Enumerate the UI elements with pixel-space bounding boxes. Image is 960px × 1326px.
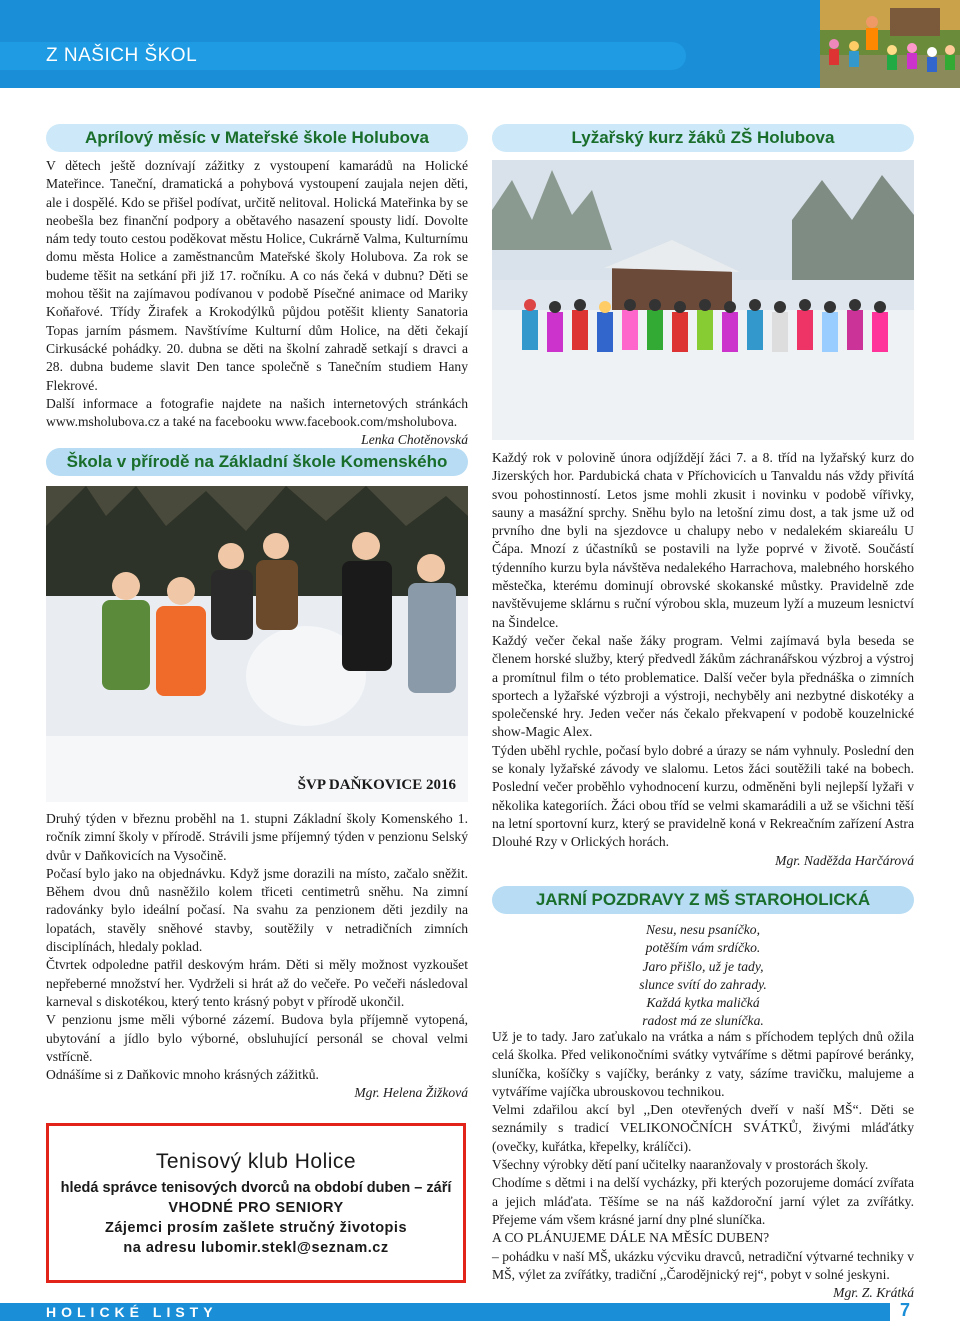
article1-paragraph-1: V dětech ještě doznívají zážitky z vystoupení kamarádů na Holické Mateřince. Taneční, dramatická a pohybová vystoupení zaujala nejen děti, ale i dospělé. Kdo se přišel podívat, určitě nelitoval. Holická Mateřinka by se neobešla bez finanční podpory a obětavého nasazení spousty lidí. Dovolte nám tedy touto cestou poděkovat městu Holice, Cukrárně Valma, Kulturnímu domu města Holice a zaměstnancům Mateřské školy Holubova. Za rok se budeme těšit na setkání při již 17. ročníku. A co nás čeká v dubnu? Děti se mohou těšit na zajímavou podívanou v podobě Písečné animace od Mariky Koňařové. Třídy Žirafek a Krokodýlků půjdou potěšit klienty Sanatoria Topas jarním pásmem. Navštívíme Kulturní dům Holice, na děti čekají Cirkusácké pohádky. 20. dubna se děti na školní zahradě setkají s dravci a 28. dubna budeme slavit Den tance společně s Tanečním studiem Hany Flekrové. (46, 158, 468, 393)
article1-signature: Lenka Chotěnovská (361, 432, 468, 448)
magazine-name: HOLICKÉ LISTY (46, 1304, 218, 1320)
ad-line-4: na adresu lubomir.stekl@seznam.cz (123, 1240, 389, 1256)
article3-signature: Mgr. Naděžda Harčárová (775, 852, 914, 868)
article4-paragraph-2: Velmi zdařilou akcí byl ,,Den otevřených dveří v naší MŠ“. Děti se seznámily s tradicí VELIKONOČNÍCH SVÁTKŮ, živými mláďátky (ovečky, kuřátka, křepelky, králíčci). (492, 1102, 914, 1154)
article2-signature: Mgr. Helena Žižková (354, 1085, 468, 1101)
photo-stamp: ŠVP DAŇKOVICE 2016 (297, 777, 456, 793)
article1-heading: Aprílový měsíc v Mateřské škole Holubova (46, 124, 468, 152)
footer-band (0, 1303, 890, 1321)
poem-line-3: Jaro přišlo, už je tady, (642, 958, 764, 974)
poem-line-2: potěším vám srdíčko. (645, 940, 761, 956)
poem-line-1: Nesu, nesu psaníčko, (645, 922, 761, 937)
ad-title: Tenisový klub Holice (155, 1150, 357, 1173)
poem-line-6: radost má ze sluníčka. (642, 1013, 764, 1029)
article4-paragraph-5: A CO PLÁNUJEME DÁLE NA MĚSÍC DUBEN? (492, 1230, 770, 1246)
page-number: 7 (900, 1300, 911, 1320)
article4-body (492, 1028, 914, 1302)
article2-body (46, 810, 468, 1103)
ad-line-1: hledá správce tenisových dvorců na období duben – září (60, 1180, 452, 1196)
article1-body (46, 157, 468, 450)
ski-course-photo (492, 160, 914, 440)
article2-paragraph-5: Odnášíme si z Daňkovic mnoho krásných zážitků. (46, 1067, 319, 1083)
spring-poem (492, 921, 914, 1031)
article2-paragraph-3: Čtvrtek odpoledne patřil deskovým hrám. Děti si měly možnost vyzkoušet nepřeberné množství her. Vydrželi si hrát až do večeře. Po večeři následoval karneval s diskotékou, který tento krásný pobyt v přírodě ukončil. (46, 957, 468, 1009)
snowman-children-photo (46, 486, 468, 802)
article4-paragraph-1: Už je to tady. Jaro zaťukalo na vrátka a nám s příchodem teplých dnů ožila celá školka. Před velikonočními svátky vytváříme s dětmi papírové beránky, sluníčka, košíčky s vajíčky, beránky z vaty, sázíme travičku, malujeme a vytváříme vajíčka ubrouskovou technikou. (492, 1029, 914, 1099)
article2-paragraph-2: Počasí bylo jako na objednávku. Když jsme dorazili na místo, začalo sněžit. Během dvou dnů nasněžilo kolem třiceti centimetrů sněhu. Na zimní radovánky bylo ideální počasí. Na svahu za penzionem děti jezdily na lopatách, stavěly sněhové stavby, soutěžily v netradičních zimních disciplínách, hledaly poklad. (46, 865, 468, 955)
article3-paragraph-1: Každý rok v polovině února odjíždějí žáci 7. a 8. tříd na lyžařský kurz do Jizerských hor. Pardubická chata v Příchovicích u Tanvaldu nás vždy přivítá svou pohostinností. Letos jsme mohli zkusit i novinku v podobě vířivky, sauny a masážní sprchy. Sněhu bylo na letošní zimu dost, a tak jsme už od prvního dne byli na sjezdovce u chalupy nebo v nedalekém skiareálu U Čápa. Mnozí z účastníků se postavili na lyže poprvé v životě. Součástí týdenního kurzu byla návštěva nedalekého Harrachova, malebného horského městečka, kterému dominují obrovské skokanské můstky. Pravidelně zde navštěvujeme sklárnu s ruční výrobou skla, muzeum lyží a muzeum lesnictví na Šindelce. (492, 450, 914, 630)
article4-signature: Mgr. Z. Krátká (833, 1285, 914, 1301)
article4-last-paragraph (492, 1248, 914, 1301)
article4-paragraph-4: Chodíme s dětmi i na delší vycházky, při kterých pozorujeme domácí zvířata a jejich mláďata. Těšíme se na náš každoroční jarní výlet za zvířátky. Přejeme vám všem krásné jarní dny plné sluníčka. (492, 1175, 914, 1227)
poem-line-5: Každá kytka maličká (646, 995, 760, 1011)
article3-body (492, 449, 914, 870)
article3-paragraph-3: Týden uběhl rychle, počasí bylo dobré a úrazy se nám vyhnuly. Poslední den se konaly lyžařské závody ve slalomu. Letos žáci soutěžili také na bobech. Poslední večer proběhlo vyhodnocení kurzu, odměněni byli nejlepší lyžaři v několika kategoriích. Žáci obou tříd se velmi skamarádili a už se všichni těší na letní sportovní kurz, který se pravidelně koná v Rekreačním zařízení Astra Dlouhé Rzy v Orlických horách. (492, 742, 914, 850)
article2-heading: Škola v přírodě na Základní škole Komenského (46, 448, 468, 476)
article2-paragraph-4: V penzionu jsme měli výborné zázemí. Budova byla příjemně vytopená, ubytování a jídlo bylo výborné, obsluhující personál se choval velmi vstřícně. (46, 1012, 468, 1064)
ad-line-2: VHODNÉ PRO SENIORY (168, 1200, 344, 1216)
article4-paragraph-3: Všechny výrobky dětí paní učitelky naaranžovaly v prostorách školy. (492, 1157, 869, 1173)
article1-paragraph-2: Další informace a fotografie najdete na našich internetových stránkách www.msholubova.cz a také na facebooku www.facebook.com/msholubova. (46, 395, 468, 430)
poem-line-4: slunce svítí do zahrady. (639, 976, 767, 992)
header-photo-children (820, 0, 960, 88)
article3-heading: Lyžařský kurz žáků ZŠ Holubova (492, 124, 914, 152)
section-title: Z NAŠICH ŠKOL (46, 45, 198, 66)
article2-paragraph-1: Druhý týden v březnu proběhl na 1. stupni Základní školy Komenského 1. ročník zimní školy v přírodě. Strávili jsme příjemný týden v penzionu Selský dvůr v Daňkovicích na Vysočině. (46, 811, 468, 863)
section-title-bar (0, 42, 686, 70)
article4-last-line: – pohádku v naší MŠ, ukázku výcviku dravců, netradiční výtvarné techniky v MŠ, výlet za zvířátky, tradiční ,,Čarodějnický rej“, pobyt v solné jeskyni. (492, 1248, 914, 1282)
ad-line-3: Zájemci prosím zašlete stručný životopis (104, 1220, 408, 1236)
article3-paragraph-2: Každý večer čekal naše žáky program. Velmi zajímavá byla beseda se členem horské služby, který předvedl žákům záchranářskou výzbroj a výstroj a promítnul film o této problematice. Další večer byla přednáška o zimních sportech a lyžařské výzbroji a výstroji, nechyběly ani nezbytné diskotéky a společenské hry. Jeden večer nás čekalo překvapení v podobě kouzelnické show-Magic Alex. (492, 632, 914, 740)
tennis-club-ad (46, 1123, 466, 1283)
article4-heading: JARNÍ POZDRAVY Z MŠ STAROHOLICKÁ (492, 886, 914, 914)
